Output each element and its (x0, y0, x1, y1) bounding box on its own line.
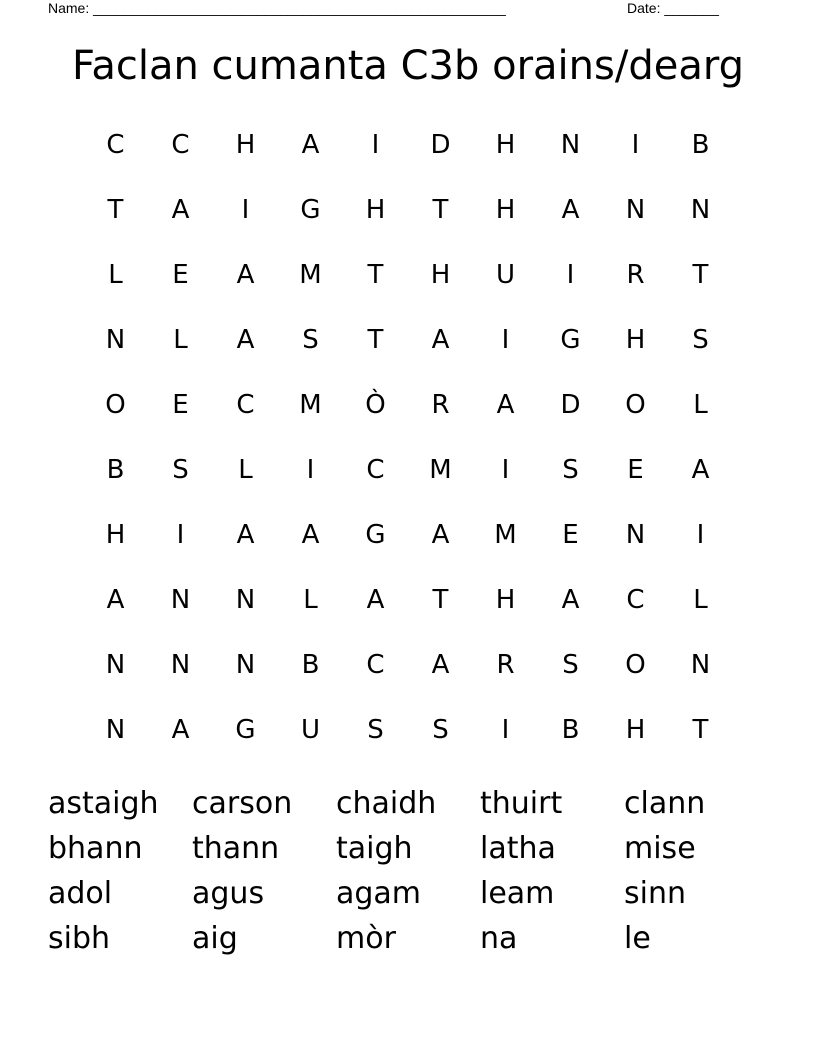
grid-cell: I (696, 519, 705, 550)
grid-cell: E (562, 519, 579, 550)
grid-cell: N (105, 324, 126, 355)
grid-cell: M (494, 519, 517, 550)
grid-cell: I (176, 519, 185, 550)
grid-cell: N (235, 649, 256, 680)
word-list-item: na (480, 921, 518, 956)
word-list-item: chaidh (336, 786, 437, 821)
grid-cell: E (172, 389, 189, 420)
word-list-item: sibh (48, 921, 111, 956)
grid-cell: A (171, 714, 190, 745)
grid-cell: R (496, 649, 515, 680)
word-list-item: agus (192, 876, 265, 911)
grid-cell: T (432, 584, 449, 615)
word-list-item: bhann (48, 831, 143, 866)
grid-cell: N (170, 649, 191, 680)
grid-cell: G (235, 714, 256, 745)
grid-cell: B (106, 454, 125, 485)
grid-cell: N (105, 649, 126, 680)
grid-cell: C (626, 584, 645, 615)
word-list-item: thann (192, 831, 280, 866)
grid-cell: E (627, 454, 644, 485)
name-field[interactable]: Name: _____________________________________________________ (48, 0, 506, 16)
grid-cell: H (495, 129, 516, 160)
grid-cell: L (303, 584, 318, 615)
grid-cell: O (625, 649, 646, 680)
grid-cell: G (560, 324, 581, 355)
grid-cell: A (171, 194, 190, 225)
grid-cell: S (692, 324, 709, 355)
grid-cell: C (366, 454, 385, 485)
grid-cell: B (301, 649, 320, 680)
grid-cell: H (625, 714, 646, 745)
word-list-item: mòr (336, 921, 396, 956)
grid-cell: H (495, 194, 516, 225)
grid-cell: T (367, 259, 384, 290)
grid-cell: N (105, 714, 126, 745)
grid-cell: A (431, 519, 450, 550)
grid-cell: H (495, 584, 516, 615)
word-list-item: mise (624, 831, 696, 866)
grid-cell: O (105, 389, 126, 420)
grid-cell: A (236, 259, 255, 290)
grid-cell: O (625, 389, 646, 420)
grid-cell: G (300, 194, 321, 225)
grid-cell: T (432, 194, 449, 225)
grid-cell: E (172, 259, 189, 290)
grid-cell: A (236, 519, 255, 550)
word-list-item: clann (624, 786, 706, 821)
grid-cell: I (631, 129, 640, 160)
grid-cell: I (501, 324, 510, 355)
date-field[interactable]: Date: _______ (627, 0, 719, 16)
grid-cell: I (241, 194, 250, 225)
grid-cell: L (173, 324, 188, 355)
word-list (48, 781, 768, 961)
grid-cell: D (430, 129, 451, 160)
grid-cell: S (172, 454, 189, 485)
grid-cell: A (691, 454, 710, 485)
grid-cell: B (561, 714, 580, 745)
grid-cell: B (691, 129, 710, 160)
grid-cell: A (301, 129, 320, 160)
word-list-item: taigh (336, 831, 413, 866)
grid-cell: C (236, 389, 255, 420)
page-title: Faclan cumanta C3b orains/dearg (72, 43, 744, 89)
word-list-item: aig (192, 921, 238, 956)
grid-cell: C (106, 129, 125, 160)
grid-cell: R (431, 389, 450, 420)
word-list-item: le (624, 921, 651, 956)
grid-cell: S (562, 649, 579, 680)
grid-cell: S (367, 714, 384, 745)
grid-cell: A (431, 324, 450, 355)
grid-cell: A (106, 584, 125, 615)
grid-cell: L (108, 259, 123, 290)
word-list-item: carson (192, 786, 293, 821)
grid-cell: T (367, 324, 384, 355)
grid-cell: N (560, 129, 581, 160)
grid-cell: N (235, 584, 256, 615)
grid-cell: L (238, 454, 253, 485)
grid-cell: S (562, 454, 579, 485)
grid-cell: N (625, 194, 646, 225)
letter-grid (83, 112, 733, 762)
grid-cell: T (692, 259, 709, 290)
word-list-item: thuirt (480, 786, 563, 821)
grid-cell: R (626, 259, 645, 290)
grid-cell: C (171, 129, 190, 160)
grid-cell: H (235, 129, 256, 160)
grid-cell: C (366, 649, 385, 680)
grid-cell: S (432, 714, 449, 745)
grid-cell: U (495, 259, 516, 290)
word-list-item: astaigh (48, 786, 159, 821)
grid-cell: M (299, 259, 322, 290)
word-list-item: adol (48, 876, 113, 911)
grid-cell: I (371, 129, 380, 160)
grid-cell: I (501, 714, 510, 745)
grid-cell: L (693, 584, 708, 615)
grid-cell: A (301, 519, 320, 550)
grid-cell: A (561, 194, 580, 225)
grid-cell: A (431, 649, 450, 680)
word-list-item: agam (336, 876, 422, 911)
grid-cell: I (501, 454, 510, 485)
grid-cell: N (625, 519, 646, 550)
word-list-item: latha (480, 831, 556, 866)
header (0, 0, 816, 20)
grid-cell: I (306, 454, 315, 485)
grid-cell: M (299, 389, 322, 420)
grid-cell: U (300, 714, 321, 745)
grid-cell: N (690, 194, 711, 225)
grid-cell: H (430, 259, 451, 290)
grid-cell: A (496, 389, 515, 420)
grid-cell: S (302, 324, 319, 355)
grid-cell: H (365, 194, 386, 225)
grid-cell: A (366, 584, 385, 615)
grid-cell: L (693, 389, 708, 420)
grid-cell: H (105, 519, 126, 550)
grid-cell: H (625, 324, 646, 355)
grid-cell: T (692, 714, 709, 745)
grid-cell: N (170, 584, 191, 615)
word-list-item: leam (480, 876, 555, 911)
grid-cell: M (429, 454, 452, 485)
grid-cell: D (560, 389, 581, 420)
grid-cell: A (561, 584, 580, 615)
grid-cell: Ò (365, 389, 386, 420)
grid-cell: I (566, 259, 575, 290)
grid-cell: G (365, 519, 386, 550)
grid-cell: N (690, 649, 711, 680)
grid-cell: T (107, 194, 124, 225)
word-list-item: sinn (624, 876, 686, 911)
grid-cell: A (236, 324, 255, 355)
